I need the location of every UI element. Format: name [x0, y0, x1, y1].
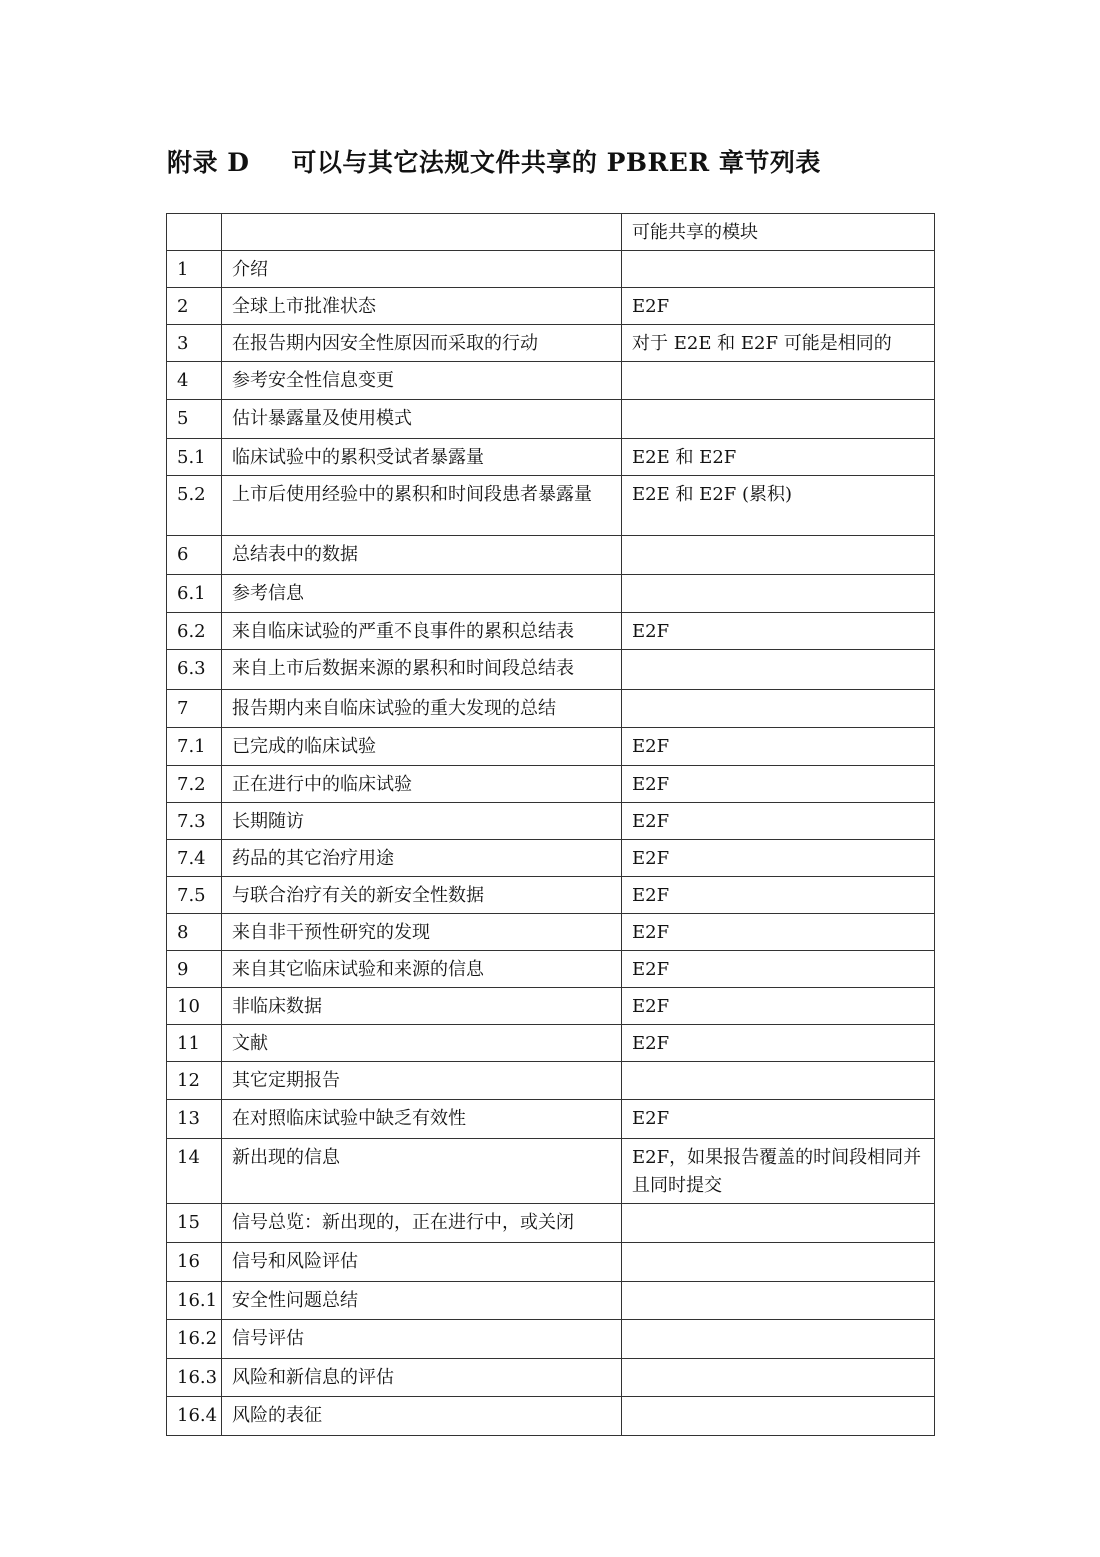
header-num-cell	[167, 214, 222, 251]
row-num-cell: 5.1	[167, 439, 222, 476]
row-modules-cell: E2F	[622, 988, 935, 1025]
row-modules-cell: E2F	[622, 1025, 935, 1062]
row-num-cell: 13	[167, 1100, 222, 1139]
row-section-cell: 来自其它临床试验和来源的信息	[222, 951, 622, 988]
row-num-cell: 3	[167, 325, 222, 362]
row-num-cell: 1	[167, 251, 222, 288]
table-row	[167, 728, 935, 766]
row-modules-cell: E2F	[622, 613, 935, 650]
row-num-cell: 5.2	[167, 476, 222, 536]
row-num-cell: 7.1	[167, 728, 222, 766]
row-modules-cell: E2F	[622, 1100, 935, 1139]
row-section-cell: 来自临床试验的严重不良事件的累积总结表	[222, 613, 622, 650]
row-num-cell: 11	[167, 1025, 222, 1062]
row-section-cell: 已完成的临床试验	[222, 728, 622, 766]
row-num-cell: 6.2	[167, 613, 222, 650]
row-num-cell: 2	[167, 288, 222, 325]
row-modules-cell	[622, 400, 935, 439]
table-row	[167, 325, 935, 362]
row-modules-cell	[622, 536, 935, 575]
row-modules-cell	[622, 1320, 935, 1359]
row-modules-cell	[622, 690, 935, 728]
row-num-cell: 16.2	[167, 1320, 222, 1359]
row-modules-cell	[622, 650, 935, 690]
row-num-cell: 7.3	[167, 803, 222, 840]
table-row	[167, 1320, 935, 1359]
row-modules-cell	[622, 1204, 935, 1243]
row-section-cell: 参考信息	[222, 575, 622, 613]
table-row	[167, 1204, 935, 1243]
row-modules-cell: E2E 和 E2F (累积)	[622, 476, 935, 536]
row-num-cell: 7.2	[167, 766, 222, 803]
row-num-cell: 15	[167, 1204, 222, 1243]
row-section-cell: 长期随访	[222, 803, 622, 840]
row-section-cell: 上市后使用经验中的累积和时间段患者暴露量	[222, 476, 622, 536]
table-row	[167, 840, 935, 877]
row-num-cell: 8	[167, 914, 222, 951]
row-num-cell: 6	[167, 536, 222, 575]
row-section-cell: 在报告期内因安全性原因而采取的行动	[222, 325, 622, 362]
row-num-cell: 12	[167, 1062, 222, 1100]
row-section-cell: 正在进行中的临床试验	[222, 766, 622, 803]
table-row	[167, 803, 935, 840]
row-modules-cell: E2F	[622, 803, 935, 840]
table-row	[167, 1062, 935, 1100]
table-row	[167, 1397, 935, 1436]
page-title	[167, 143, 821, 179]
row-num-cell: 4	[167, 362, 222, 400]
row-modules-cell	[622, 1062, 935, 1100]
row-section-cell: 新出现的信息	[222, 1139, 622, 1204]
row-section-cell: 报告期内来自临床试验的重大发现的总结	[222, 690, 622, 728]
row-section-cell: 总结表中的数据	[222, 536, 622, 575]
row-modules-cell	[622, 362, 935, 400]
header-modules-cell: 可能共享的模块	[622, 214, 935, 251]
table-row	[167, 690, 935, 728]
table-row	[167, 766, 935, 803]
table-row	[167, 914, 935, 951]
row-section-cell: 估计暴露量及使用模式	[222, 400, 622, 439]
table-row	[167, 1139, 935, 1204]
appendix-title-text: 可以与其它法规文件共享的 PBRER 章节列表	[291, 148, 821, 177]
row-modules-cell: 对于 E2E 和 E2F 可能是相同的	[622, 325, 935, 362]
table-row	[167, 400, 935, 439]
row-num-cell: 16	[167, 1243, 222, 1282]
row-modules-cell	[622, 1359, 935, 1397]
row-modules-cell: E2F	[622, 914, 935, 951]
row-modules-cell	[622, 575, 935, 613]
row-modules-cell	[622, 1282, 935, 1320]
row-num-cell: 6.3	[167, 650, 222, 690]
row-section-cell: 文献	[222, 1025, 622, 1062]
table-row	[167, 1282, 935, 1320]
row-num-cell: 10	[167, 988, 222, 1025]
row-section-cell: 其它定期报告	[222, 1062, 622, 1100]
row-section-cell: 信号和风险评估	[222, 1243, 622, 1282]
header-section-cell	[222, 214, 622, 251]
row-section-cell: 来自上市后数据来源的累积和时间段总结表	[222, 650, 622, 690]
row-num-cell: 7.4	[167, 840, 222, 877]
table-row	[167, 650, 935, 690]
row-section-cell: 药品的其它治疗用途	[222, 840, 622, 877]
row-num-cell: 7	[167, 690, 222, 728]
table-row	[167, 951, 935, 988]
row-section-cell: 非临床数据	[222, 988, 622, 1025]
table-row	[167, 1359, 935, 1397]
row-section-cell: 参考安全性信息变更	[222, 362, 622, 400]
row-section-cell: 介绍	[222, 251, 622, 288]
row-section-cell: 风险的表征	[222, 1397, 622, 1436]
row-num-cell: 16.4	[167, 1397, 222, 1436]
table-row	[167, 536, 935, 575]
row-section-cell: 风险和新信息的评估	[222, 1359, 622, 1397]
table-row	[167, 1025, 935, 1062]
table-row	[167, 575, 935, 613]
row-modules-cell	[622, 1397, 935, 1436]
table-row	[167, 877, 935, 914]
row-modules-cell: E2F	[622, 877, 935, 914]
row-modules-cell: E2F，如果报告覆盖的时间段相同并且同时提交	[622, 1139, 935, 1204]
row-modules-cell	[622, 251, 935, 288]
row-section-cell: 与联合治疗有关的新安全性数据	[222, 877, 622, 914]
row-section-cell: 全球上市批准状态	[222, 288, 622, 325]
row-section-cell: 在对照临床试验中缺乏有效性	[222, 1100, 622, 1139]
table-row	[167, 288, 935, 325]
table-header-row	[167, 214, 935, 251]
row-num-cell: 9	[167, 951, 222, 988]
table-row	[167, 439, 935, 476]
table-row	[167, 251, 935, 288]
row-modules-cell: E2F	[622, 288, 935, 325]
table-row	[167, 1243, 935, 1282]
row-section-cell: 临床试验中的累积受试者暴露量	[222, 439, 622, 476]
table-row	[167, 988, 935, 1025]
row-modules-cell: E2F	[622, 766, 935, 803]
row-num-cell: 14	[167, 1139, 222, 1204]
row-modules-cell	[622, 1243, 935, 1282]
table-row	[167, 476, 935, 536]
row-section-cell: 安全性问题总结	[222, 1282, 622, 1320]
table-row	[167, 362, 935, 400]
table-row	[167, 1100, 935, 1139]
row-num-cell: 16.3	[167, 1359, 222, 1397]
row-modules-cell: E2F	[622, 951, 935, 988]
row-section-cell: 信号总览：新出现的，正在进行中，或关闭	[222, 1204, 622, 1243]
row-num-cell: 6.1	[167, 575, 222, 613]
row-section-cell: 来自非干预性研究的发现	[222, 914, 622, 951]
row-modules-cell: E2F	[622, 728, 935, 766]
row-num-cell: 7.5	[167, 877, 222, 914]
row-num-cell: 16.1	[167, 1282, 222, 1320]
appendix-label: 附录 D	[167, 148, 250, 177]
row-num-cell: 5	[167, 400, 222, 439]
table-row	[167, 613, 935, 650]
pbrer-section-table	[166, 213, 935, 1436]
row-modules-cell: E2F	[622, 840, 935, 877]
row-modules-cell: E2E 和 E2F	[622, 439, 935, 476]
row-section-cell: 信号评估	[222, 1320, 622, 1359]
